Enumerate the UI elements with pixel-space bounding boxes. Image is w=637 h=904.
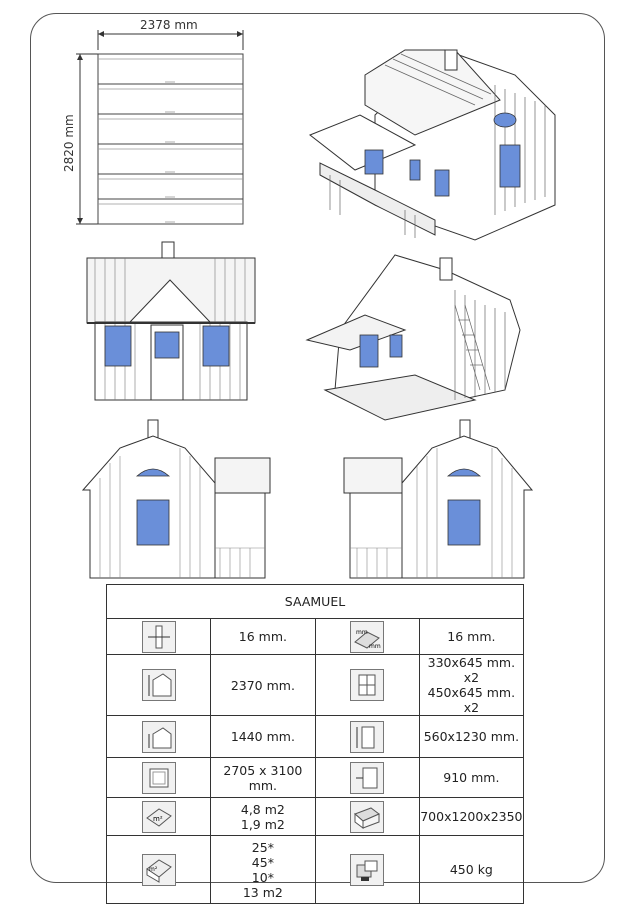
total-height-value: 2370 mm. — [211, 655, 315, 716]
table-row — [107, 836, 524, 904]
width-dimension-label: 2378 mm — [140, 18, 198, 32]
table-row — [107, 758, 524, 798]
floor-area-value-2: 1,9 m2 — [240, 816, 285, 832]
left-side-elevation — [80, 418, 275, 583]
height-dimension-label: 2820 mm — [62, 114, 76, 172]
isometric-back-view — [305, 250, 530, 425]
door-height-value: 910 mm. — [419, 758, 523, 798]
table-row — [107, 655, 524, 716]
top-view-drawing — [70, 26, 260, 231]
package-size-value: 700x1200x2350 — [419, 798, 523, 836]
roof-area-icon — [142, 854, 176, 886]
table-row — [107, 716, 524, 758]
floor-thickness-icon — [350, 621, 384, 653]
right-side-elevation — [342, 418, 537, 583]
wall-thickness-icon — [142, 621, 176, 653]
roof-area-value-2: 45* — [251, 854, 274, 870]
door-height-icon — [350, 762, 384, 794]
wall-thickness-value: 16 mm. — [211, 619, 315, 655]
door-size-value: 560x1230 mm. — [419, 716, 523, 758]
floor-size-value: 2705 x 3100 mm. — [211, 758, 315, 798]
roof-area-value-1: 25* — [251, 839, 274, 855]
window-icon — [350, 669, 384, 701]
wall-height-icon — [142, 721, 176, 753]
svg-text:m²: m² — [152, 814, 163, 823]
floor-thickness-value: 16 mm. — [419, 619, 523, 655]
specification-table — [106, 584, 524, 904]
table-row — [107, 798, 524, 836]
table-title: SAAMUEL — [107, 585, 524, 619]
window-size-1: 330x645 mm. x2 — [427, 655, 516, 685]
floor-area-value-1: 4,8 m2 — [240, 801, 285, 817]
roof-area-value-3: 10* — [251, 869, 274, 885]
table-row — [107, 619, 524, 655]
weight-icon — [350, 854, 384, 886]
front-elevation-drawing — [85, 240, 260, 405]
total-height-icon — [142, 669, 176, 701]
floor-size-icon — [142, 762, 176, 794]
weight-value: 450 kg — [419, 836, 523, 904]
svg-text:mm: mm — [369, 642, 381, 650]
svg-text:mm: mm — [356, 628, 368, 636]
isometric-front-view — [305, 45, 575, 245]
wall-height-value: 1440 mm. — [211, 716, 315, 758]
roof-area-value-4: 13 m2 — [242, 884, 283, 900]
door-icon — [350, 721, 384, 753]
floor-area-icon — [142, 801, 176, 833]
package-size-icon — [350, 801, 384, 833]
window-size-2: 450x645 mm. x2 — [427, 685, 516, 715]
svg-text:m²: m² — [148, 865, 157, 873]
